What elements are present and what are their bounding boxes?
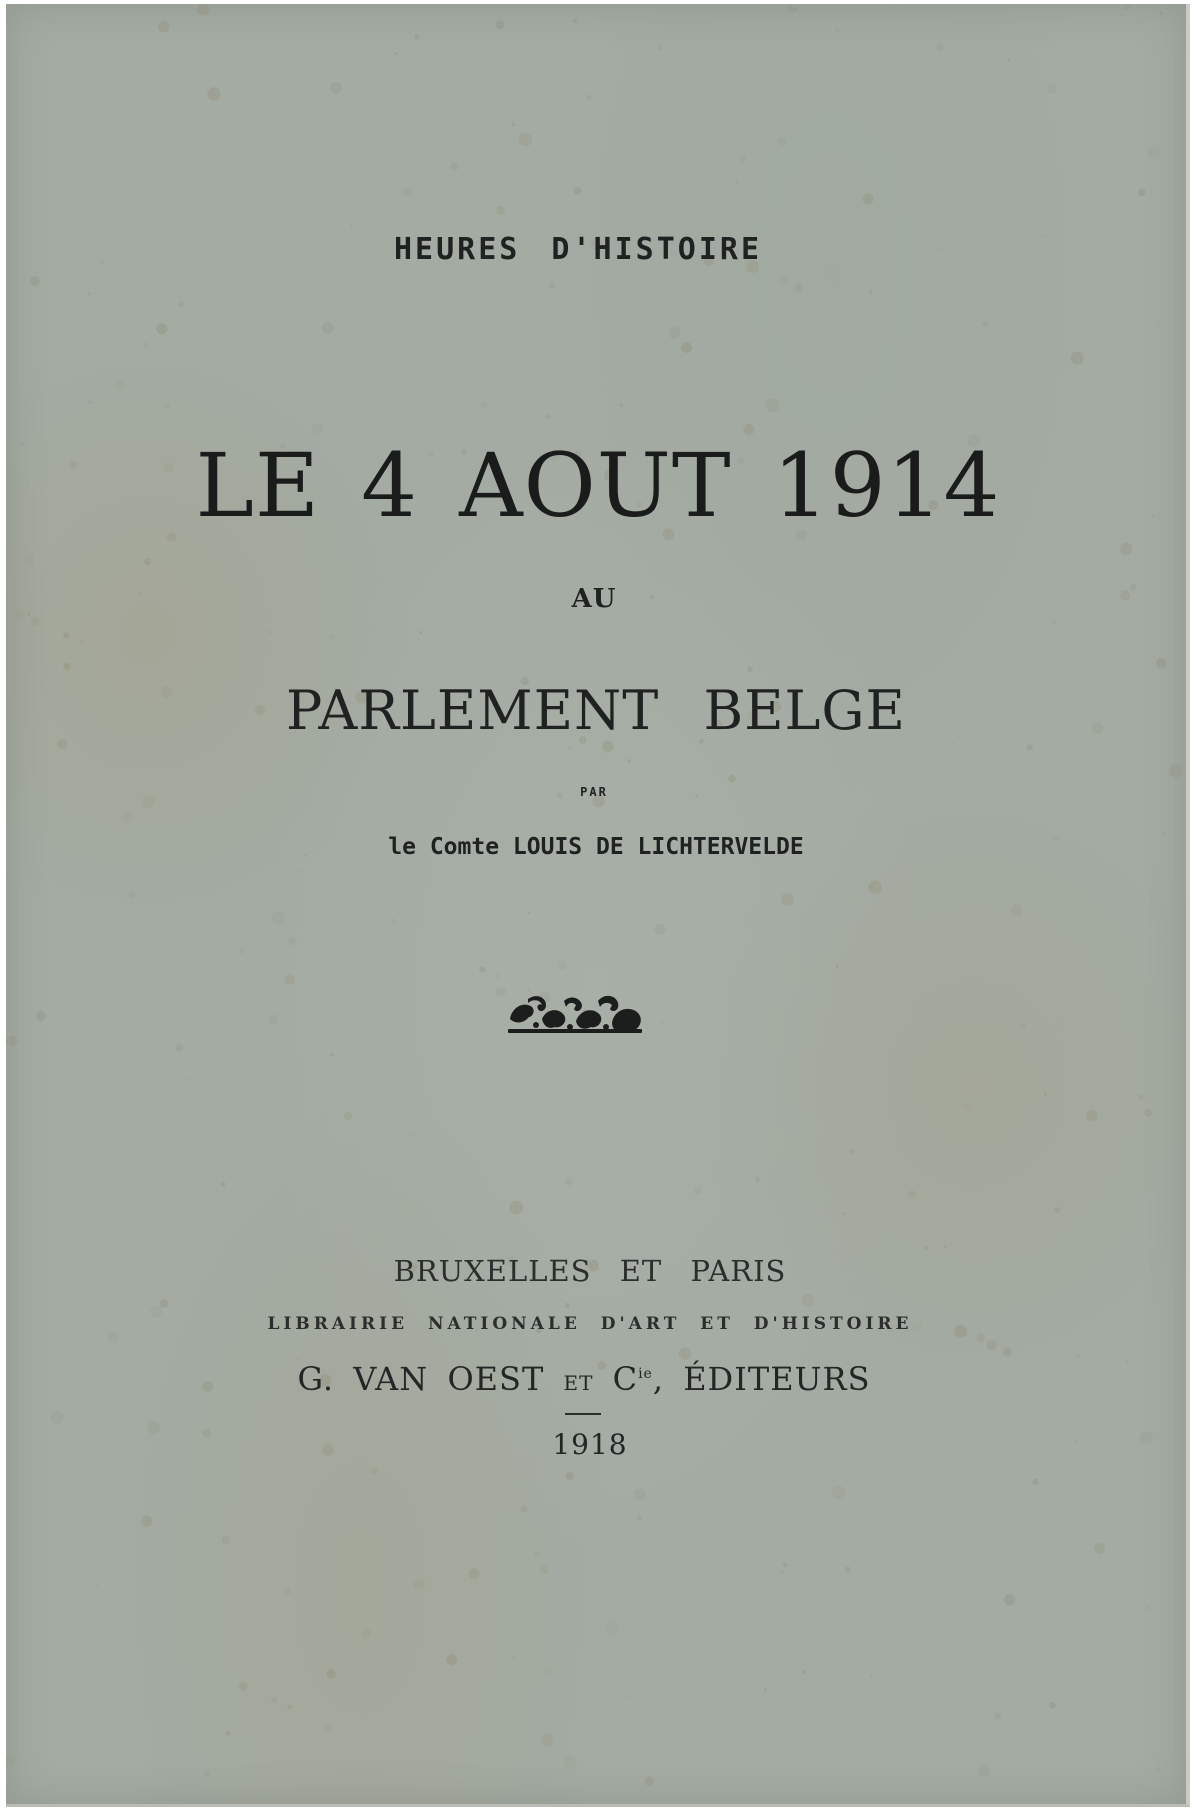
- foxing-speck: [395, 52, 398, 55]
- foxing-speck: [1138, 188, 1146, 196]
- foxing-speck: [362, 1629, 371, 1638]
- foxing-speck: [1052, 620, 1057, 625]
- foxing-speck: [312, 423, 323, 434]
- foxing-speck: [322, 322, 334, 334]
- foxing-speck: [628, 1695, 631, 1698]
- foxing-speck: [350, 224, 353, 227]
- foxing-speck: [573, 19, 577, 23]
- foxing-speck: [496, 206, 505, 215]
- foxing-speck: [143, 342, 149, 348]
- foxing-speck: [160, 1299, 169, 1308]
- foxing-speck: [1094, 1543, 1105, 1554]
- foxing-speck: [1003, 1348, 1012, 1357]
- foxing-speck: [694, 1187, 702, 1195]
- foxing-speck: [63, 632, 69, 638]
- foxing-speck: [391, 919, 394, 922]
- foxing-speck: [272, 911, 286, 925]
- foxing-speck: [221, 1182, 226, 1187]
- book-cover: [6, 4, 1190, 1807]
- foxing-speck: [226, 1731, 231, 1736]
- foxing-speck: [994, 1713, 1001, 1720]
- imprint-publisher: [0, 1360, 1176, 1398]
- foxing-speck: [564, 1178, 572, 1186]
- foxing-speck: [764, 1688, 767, 1691]
- foxing-speck: [239, 948, 245, 954]
- foxing-speck: [402, 187, 412, 197]
- foxing-speck: [780, 1571, 785, 1576]
- foxing-speck: [287, 1705, 292, 1710]
- paper-foxing: [6, 4, 1190, 1807]
- foxing-speck: [420, 631, 423, 634]
- foxing-speck: [658, 44, 664, 50]
- foxing-speck: [987, 1340, 997, 1350]
- foxing-speck: [179, 302, 184, 307]
- foxing-speck: [63, 663, 71, 671]
- foxing-speck: [1138, 1095, 1144, 1101]
- foxing-speck: [871, 1675, 873, 1677]
- foxing-speck: [520, 1505, 527, 1512]
- foxing-speck: [269, 1015, 278, 1024]
- foxing-speck: [540, 1565, 549, 1574]
- floral-ornament-icon: [506, 989, 646, 1037]
- foxing-speck: [755, 1177, 759, 1181]
- foxing-speck: [156, 323, 167, 334]
- imprint-divider: [565, 1413, 601, 1415]
- foxing-speck: [6, 1756, 15, 1765]
- foxing-speck: [297, 870, 300, 873]
- foxing-speck: [129, 892, 136, 899]
- foxing-speck: [481, 401, 488, 408]
- foxing-speck: [620, 404, 623, 407]
- foxing-speck: [50, 1411, 64, 1425]
- foxing-speck: [681, 342, 692, 353]
- foxing-speck: [323, 1725, 330, 1732]
- publisher-role: , ÉDITEURS: [652, 1360, 871, 1398]
- foxing-speck: [163, 402, 170, 409]
- foxing-speck: [329, 634, 335, 640]
- foxing-speck: [557, 960, 567, 970]
- foxing-speck: [203, 1770, 210, 1777]
- imprint-library: LIBRAIRIE NATIONALE D'ART ET D'HISTOIRE: [267, 1314, 913, 1334]
- foxing-speck: [30, 276, 40, 286]
- foxing-speck: [519, 133, 533, 147]
- foxing-speck: [122, 812, 133, 823]
- foxing-speck: [371, 1467, 379, 1475]
- foxing-speck: [985, 1081, 987, 1083]
- foxing-speck: [563, 1755, 576, 1768]
- foxing-speck: [936, 44, 944, 52]
- foxing-speck: [548, 281, 556, 289]
- foxing-speck: [1086, 1110, 1097, 1121]
- foxing-speck: [1154, 321, 1157, 324]
- foxing-speck: [144, 558, 151, 565]
- foxing-speck: [787, 6, 795, 14]
- foxing-speck: [586, 95, 591, 100]
- book-subtitle: PARLEMENT BELGE: [286, 679, 906, 742]
- foxing-speck: [495, 974, 500, 979]
- foxing-speck: [158, 21, 169, 32]
- by-label: PAR: [580, 785, 608, 799]
- foxing-speck: [574, 187, 582, 195]
- foxing-speck: [783, 1563, 788, 1568]
- foxing-speck: [267, 630, 271, 634]
- foxing-speck: [31, 617, 40, 626]
- foxing-speck: [679, 1347, 692, 1360]
- foxing-speck: [654, 924, 665, 935]
- foxing-speck: [1146, 1605, 1151, 1610]
- foxing-speck: [1137, 926, 1139, 928]
- foxing-speck: [88, 292, 91, 295]
- foxing-speck: [669, 327, 681, 339]
- foxing-speck: [510, 1201, 524, 1215]
- foxing-speck: [637, 1516, 642, 1521]
- foxing-speck: [495, 20, 504, 29]
- foxing-speck: [1120, 543, 1133, 556]
- foxing-speck: [288, 936, 297, 945]
- foxing-speck: [352, 1795, 354, 1797]
- foxing-speck: [661, 1020, 664, 1023]
- foxing-speck: [1007, 59, 1009, 61]
- author-name: le Comte LOUIS DE LICHTERVELDE: [388, 834, 804, 860]
- foxing-speck: [1054, 1207, 1060, 1213]
- foxing-speck: [1011, 905, 1023, 917]
- foxing-speck: [36, 1011, 46, 1021]
- foxing-speck: [545, 414, 550, 419]
- foxing-speck: [197, 4, 209, 15]
- foxing-speck: [188, 1076, 191, 1079]
- foxing-speck: [908, 1191, 916, 1199]
- foxing-speck: [1021, 1024, 1027, 1030]
- foxing-speck: [952, 742, 955, 745]
- foxing-speck: [79, 640, 84, 645]
- foxing-speck: [414, 1579, 425, 1590]
- foxing-speck: [1047, 84, 1057, 94]
- foxing-speck: [469, 1568, 480, 1579]
- foxing-speck: [24, 555, 33, 564]
- foxing-speck: [1060, 1023, 1063, 1026]
- foxing-speck: [1160, 12, 1163, 15]
- foxing-speck: [569, 747, 571, 749]
- foxing-speck: [271, 1697, 277, 1703]
- foxing-speck: [1026, 744, 1033, 751]
- foxing-speck: [747, 667, 753, 673]
- foxing-speck: [222, 1536, 230, 1544]
- series-title: HEURES D'HISTOIRE: [393, 232, 763, 267]
- foxing-speck: [602, 741, 614, 753]
- foxing-speck: [94, 199, 98, 203]
- foxing-speck: [781, 893, 794, 906]
- foxing-speck: [843, 1212, 846, 1215]
- foxing-speck: [284, 1587, 292, 1595]
- imprint-cities: BRUXELLES ET PARIS: [393, 1254, 787, 1288]
- foxing-speck: [496, 987, 506, 997]
- foxing-speck: [628, 759, 631, 762]
- foxing-speck: [528, 912, 531, 915]
- foxing-speck: [1071, 352, 1084, 365]
- foxing-speck: [88, 400, 92, 404]
- foxing-speck: [330, 1053, 334, 1057]
- foxing-speck: [141, 1515, 153, 1527]
- foxing-speck: [326, 1669, 336, 1679]
- foxing-speck: [566, 1471, 575, 1480]
- foxing-speck: [96, 1584, 99, 1587]
- foxing-speck: [533, 1551, 540, 1558]
- foxing-speck: [777, 17, 779, 19]
- foxing-speck: [978, 1766, 989, 1777]
- foxing-speck: [634, 1489, 646, 1501]
- foxing-speck: [963, 1102, 971, 1110]
- foxing-speck: [451, 162, 459, 170]
- foxing-speck: [795, 283, 804, 292]
- foxing-speck: [1077, 1354, 1081, 1358]
- foxing-speck: [1124, 4, 1130, 10]
- foxing-speck: [1156, 658, 1167, 669]
- foxing-speck: [860, 577, 862, 579]
- foxing-speck: [863, 193, 874, 204]
- publisher-co: C: [612, 1360, 639, 1398]
- foxing-speck: [1148, 147, 1160, 159]
- foxing-speck: [330, 82, 341, 93]
- foxing-speck: [412, 1134, 415, 1137]
- foxing-speck: [511, 1655, 515, 1659]
- foxing-speck: [320, 1720, 322, 1722]
- foxing-speck: [736, 181, 739, 184]
- foxing-speck: [1169, 764, 1182, 777]
- foxing-speck: [6, 875, 10, 883]
- foxing-speck: [868, 885, 873, 890]
- foxing-speck: [1156, 1767, 1161, 1772]
- foxing-speck: [802, 1294, 815, 1307]
- foxing-speck: [778, 276, 788, 286]
- foxing-speck: [644, 1776, 654, 1786]
- foxing-speck: [836, 965, 839, 968]
- foxing-speck: [1049, 1702, 1056, 1709]
- book-title: LE 4 AOUT 1914: [195, 434, 1001, 537]
- foxing-speck: [924, 1246, 928, 1250]
- foxing-speck: [739, 156, 746, 163]
- foxing-speck: [1032, 1479, 1039, 1486]
- foxing-speck: [1004, 1594, 1016, 1606]
- foxing-speck: [565, 1303, 570, 1308]
- foxing-speck: [446, 1654, 457, 1665]
- foxing-speck: [114, 379, 126, 391]
- publisher-name: G. VAN OEST: [297, 1360, 545, 1398]
- foxing-speck: [344, 1112, 353, 1121]
- foxing-speck: [944, 1245, 947, 1248]
- foxing-speck: [414, 34, 419, 39]
- publisher-et: ET: [563, 1371, 594, 1395]
- foxing-speck: [983, 321, 989, 327]
- foxing-speck: [207, 87, 220, 100]
- foxing-speck: [285, 975, 295, 985]
- publication-year: 1918: [552, 1428, 628, 1461]
- foxing-speck: [204, 70, 207, 73]
- foxing-speck: [239, 1682, 248, 1691]
- foxing-speck: [868, 880, 881, 893]
- foxing-speck: [977, 1334, 985, 1342]
- publisher-co-superscript: ie: [638, 1366, 653, 1382]
- foxing-speck: [512, 123, 515, 126]
- foxing-speck: [605, 1621, 619, 1635]
- foxing-speck: [1044, 1093, 1048, 1097]
- foxing-speck: [803, 1670, 807, 1674]
- foxing-speck: [479, 966, 485, 972]
- foxing-speck: [836, 28, 840, 32]
- foxing-speck: [544, 1665, 554, 1675]
- foxing-speck: [832, 1486, 846, 1500]
- foxing-speck: [225, 549, 227, 551]
- foxing-speck: [766, 398, 780, 412]
- foxing-speck: [541, 1734, 554, 1747]
- foxing-speck: [778, 138, 786, 146]
- foxing-speck: [845, 1566, 851, 1572]
- foxing-speck: [793, 7, 797, 11]
- foxing-speck: [728, 775, 736, 783]
- foxing-speck: [354, 372, 356, 374]
- title-connector: AU: [571, 584, 617, 614]
- foxing-speck: [849, 1149, 854, 1154]
- foxing-speck: [869, 290, 873, 294]
- foxing-speck: [175, 1043, 183, 1051]
- foxing-speck: [6, 1035, 17, 1046]
- foxing-speck: [1144, 1109, 1152, 1117]
